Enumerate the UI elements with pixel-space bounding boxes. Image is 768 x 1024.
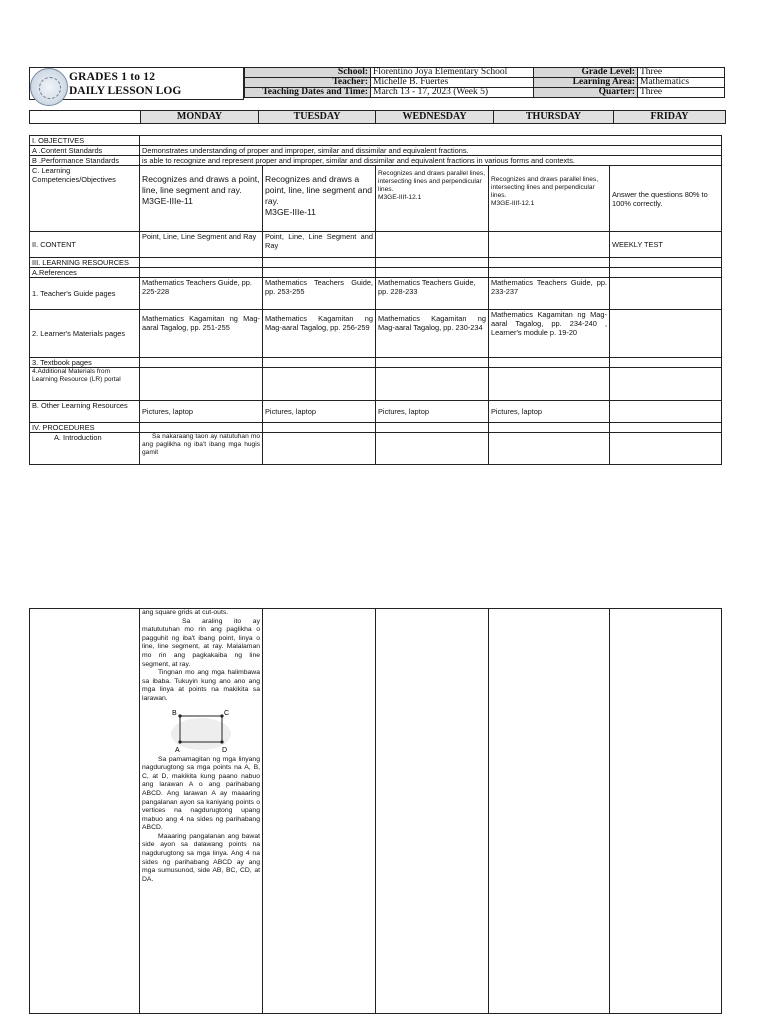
quarter-value: Three [638,88,725,98]
vertex-label-a: A [175,746,180,754]
day-monday: MONDAY [141,111,259,124]
tg-thursday: Mathematics Teachers Guide, pp. 233-237 [489,278,610,310]
table-row [30,156,722,166]
table-row [30,136,722,146]
content-tuesday: Point, Line, Line Segment and Ray [263,232,376,258]
school-value: Florentino Joya Elementary School [371,68,534,78]
competency-monday-code: M3GE-IIIe-11 [142,196,193,206]
vertex-label-b: B [172,709,177,717]
table-row [30,232,722,258]
vertex-label-d: D [222,746,228,754]
resources-heading: III. LEARNING RESOURCES [30,258,140,268]
doc-title-line1: GRADES 1 to 12 [69,71,156,83]
day-header-row [29,110,726,124]
competency-monday [140,166,263,232]
competencies-label: C. Learning Competencies/Objectives [30,166,140,232]
other-tuesday: Pictures, laptop [263,401,376,423]
quarter-label: Quarter: [534,88,638,98]
tg-tuesday: Mathematics Teachers Guide, pp. 253-255 [263,278,376,310]
intro-paragraph-5: Maaaring pangalanan ang bawat side ayon sa dalawang points na nagdurugtong sa mga linya. Ang 4 na sides ng parihabang ABCD ay ang mga sumusunod, side AB, BC, CD, at DA. [142,832,260,883]
intro-paragraph-1: ang square grids at cut-outs. [142,609,229,616]
tg-label: 1. Teacher's Guide pages [30,278,140,310]
lm-label: 2. Learner's Materials pages [30,310,140,358]
content-standards-label: A .Content Standards [30,146,140,156]
competency-tuesday-text: Recognizes and draws a point, line, line segment and ray. [265,174,373,206]
content-monday: Point, Line, Line Segment and Ray [140,232,263,258]
day-thursday: THURSDAY [494,111,614,124]
table-row [30,310,722,358]
introduction-monday-continued [140,609,263,1014]
day-header-blank [30,111,141,124]
intro-paragraph-4: Sa pamamagitan ng mga linyang nagdurugtong sa mga points na A, B, C, at D, makikita kung paano nabuo ang larawan A o ang parihabang ABCD. Ang larawan A ay maaaring pangalanan ayon sa kaniyang points o vertices na nagdurugtong upang mabuo ang 4 na sides ng parihabang ABCD. [142,755,260,832]
table-row [30,278,722,310]
content-standards-text: Demonstrates understanding of proper and improper, similar and dissimilar and equivalent fractions. [140,146,722,156]
competency-wednesday-text: Recognizes and draws parallel lines, intersecting lines and perpendicular lines. [378,170,486,193]
intro-paragraph-2: Sa araling ito ay matututuhan mo rin ang paglikha o pagguhit ng iba't ibang point, linya o line, line segment, at ray. Malalaman mo rin ang pagkakaiba ng line segment, at ray. [142,617,260,668]
table-row [30,401,722,423]
deped-seal-logo [30,68,68,106]
grade-level-value: Three [638,68,725,78]
performance-standards-label: B .Performance Standards [30,156,140,166]
header-info-table [244,67,725,98]
competency-thursday-code: M3GE-IIIf-12.1 [491,200,535,207]
other-monday: Pictures, laptop [140,401,263,423]
table-row [30,146,722,156]
competency-wednesday-code: M3GE-IIIf-12.1 [378,194,422,201]
tg-monday: Mathematics Teachers Guide, pp. 225-228 [140,278,263,310]
competency-thursday [489,166,610,232]
learning-area-value: Mathematics [638,78,725,88]
dates-value: March 13 - 17, 2023 (Week 5) [371,88,534,98]
lm-wednesday: Mathematics Kagamitan ng Mag-aaral Tagalog, pp. 230-234 [376,310,489,358]
vertex-label-c: C [224,709,230,717]
grade-level-label: Grade Level: [534,68,638,78]
competency-friday: Answer the questions 80% to 100% correctly. [610,166,722,232]
doc-title-line2: DAILY LESSON LOG [69,85,182,97]
lm-tuesday: Mathematics Kagamitan ng Mag-aaral Tagalog, pp. 256-259 [263,310,376,358]
tg-wednesday: Mathematics Teachers Guide, pp. 228-233 [376,278,489,310]
day-tuesday: TUESDAY [259,111,376,124]
dates-label: Teaching Dates and Time: [245,88,371,98]
day-wednesday: WEDNESDAY [376,111,494,124]
table-row [30,166,722,232]
procedures-heading: IV. PROCEDURES [30,423,140,433]
table-row [30,609,722,1014]
content-label: II. CONTENT [30,232,140,258]
other-thursday: Pictures, laptop [489,401,610,423]
competency-wednesday [376,166,489,232]
table-row [30,423,722,433]
other-wednesday: Pictures, laptop [376,401,489,423]
rectangle-abcd-figure [166,706,236,756]
table-row [30,368,722,401]
table-row [30,258,722,268]
introduction-label: A. Introduction [30,433,140,465]
references-label: A.References [30,268,140,278]
objectives-heading: I. OBJECTIVES [30,136,140,146]
content-friday: WEEKLY TEST [610,232,722,258]
table-row [30,358,722,368]
intro-paragraph-3: Tingnan mo ang mga halimbawa sa ibaba. Tukuyin kung ano ano ang mga linya at points na makikita sa larawan. [142,669,260,702]
competency-thursday-text: Recognizes and draws parallel lines, intersecting lines and perpendicular lines. [491,176,599,199]
table-row [30,268,722,278]
additional-materials-label: 4.Additional Materials from Learning Resource (LR) portal [30,368,140,401]
lesson-log-continuation [29,608,722,1014]
learning-area-label: Learning Area: [534,78,638,88]
table-row [30,433,722,465]
lm-thursday: Mathematics Kagamitan ng Mag-aaral Tagalog, pp. 234-240 , Learner's module p. 19-20 [489,310,610,358]
lm-monday: Mathematics Kagamitan ng Mag-aaral Tagalog, pp. 251-255 [140,310,263,358]
competency-tuesday-code: M3GE-IIIe-11 [265,207,316,217]
textbook-label: 3. Textbook pages [30,358,140,368]
teacher-value: Michelle B. Fuertes [371,78,534,88]
teacher-label: Teacher: [245,78,371,88]
competency-tuesday [263,166,376,232]
performance-standards-text: is able to recognize and represent proper and improper, similar and dissimilar and equivalent fractions in various forms and contexts. [140,156,722,166]
competency-monday-text: Recognizes and draws a point, line, line segment and ray. [142,174,260,195]
school-label: School: [245,68,371,78]
lesson-log-table [29,135,722,465]
introduction-monday: Sa nakaraang taon ay natutuhan mo ang paglikha ng iba't ibang mga hugis gamit [140,433,263,465]
other-resources-label: B. Other Learning Resources [30,401,140,423]
day-friday: FRIDAY [614,111,726,124]
